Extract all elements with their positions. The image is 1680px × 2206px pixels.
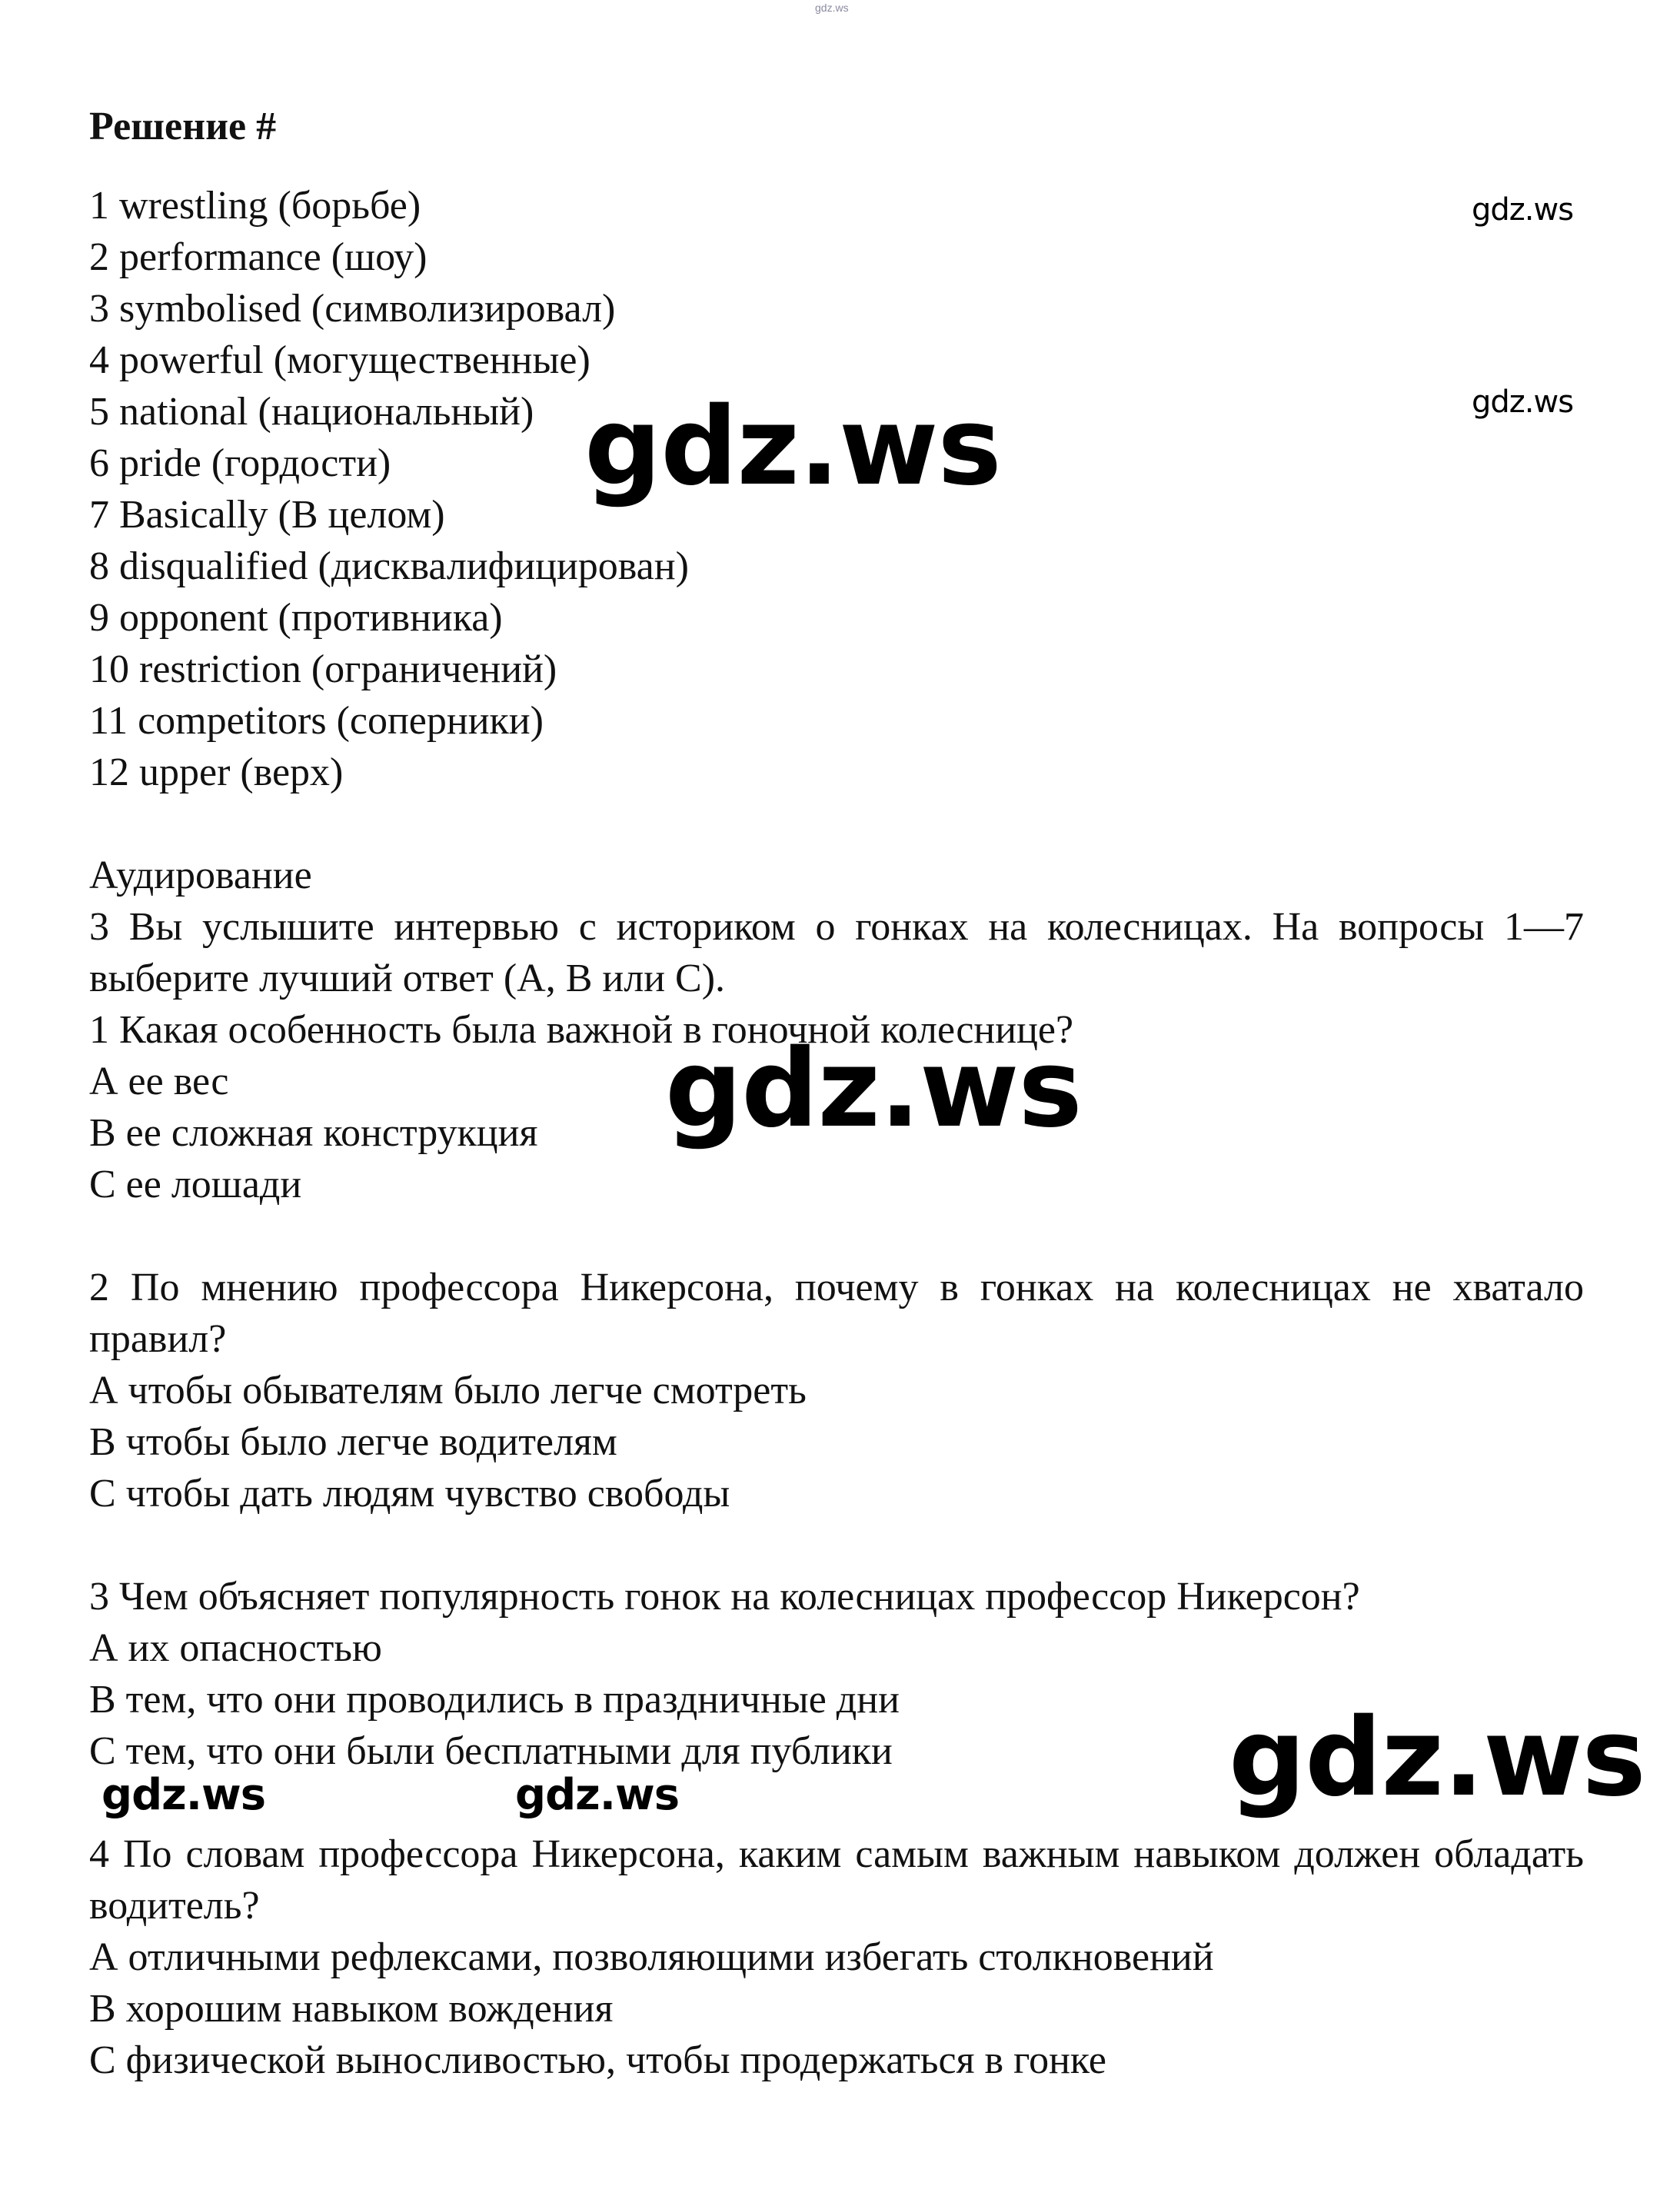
answer-option: С ее лошади <box>89 1163 302 1206</box>
question-text: 1 Какая особенность была важной в гоночной колеснице? <box>89 1008 1074 1052</box>
answer-item: 6 pride (гордости) <box>89 441 391 485</box>
answer-option: А отличными рефлексами, позволяющими избегать столкновений <box>89 1935 1214 1979</box>
answer-item: 5 national (национальный) <box>89 390 534 434</box>
answer-option: А их опасностью <box>89 1626 382 1670</box>
answer-option: А ее вес <box>89 1060 229 1103</box>
answer-option: В тем, что они проводились в праздничные дни <box>89 1678 900 1722</box>
answer-option: С чтобы дать людям чувство свободы <box>89 1472 730 1516</box>
watermark: gdz.ws <box>515 1770 680 1820</box>
watermark: gdz.ws <box>1229 1695 1645 1821</box>
question-text: 3 Чем объясняет популярность гонок на колесницах профессор Никерсон? <box>89 1575 1360 1619</box>
watermark: gdz.ws <box>665 1026 1082 1152</box>
answer-item: 4 powerful (могущественные) <box>89 338 590 382</box>
answer-option: С физической выносливостью, чтобы продержаться в гонке <box>89 2038 1106 2082</box>
answer-item: 8 disqualified (дисквалифицирован) <box>89 544 689 588</box>
answer-item: 7 Basically (В целом) <box>89 493 445 537</box>
top-watermark: gdz.ws <box>815 2 849 14</box>
section-title: Аудирование <box>89 853 312 897</box>
answer-option: С тем, что они были бесплатными для публики <box>89 1729 893 1773</box>
answer-item: 1 wrestling (борьбе) <box>89 184 421 228</box>
question-block <box>89 1828 1584 2086</box>
answer-item: 9 opponent (противника) <box>89 596 503 640</box>
question-text: 2 По мнению профессора Никерсона, почему в гонках на колесницах не хватало правил? <box>89 1266 1584 1361</box>
answer-option: А чтобы обывателям было легче смотреть <box>89 1369 807 1412</box>
watermark: gdz.ws <box>1472 384 1574 420</box>
watermark: gdz.ws <box>101 1770 266 1820</box>
answer-option: В хорошим навыком вождения <box>89 1987 614 2031</box>
answer-item: 10 restriction (ограничений) <box>89 647 557 691</box>
answer-item: 12 upper (верх) <box>89 750 344 794</box>
answer-option: В ее сложная конструкция <box>89 1111 538 1155</box>
watermark: gdz.ws <box>584 384 1001 510</box>
question-text: 4 По словам профессора Никерсона, каким самым важным навыком должен обладать водитель? <box>89 1832 1584 1928</box>
answer-item: 11 competitors (соперники) <box>89 699 544 743</box>
answer-option: В чтобы было легче водителям <box>89 1420 617 1464</box>
answer-item: 2 performance (шоу) <box>89 235 427 279</box>
question-block <box>89 1262 1584 1519</box>
page-title: Решение # <box>89 105 277 148</box>
task-intro: 3 Вы услышите интервью с историком о гонках на колесницах. На вопросы 1—7 выберите лучший ответ (А, В или С). <box>89 905 1584 1000</box>
answer-item: 3 symbolised (символизировал) <box>89 287 616 331</box>
watermark: gdz.ws <box>1472 192 1574 228</box>
